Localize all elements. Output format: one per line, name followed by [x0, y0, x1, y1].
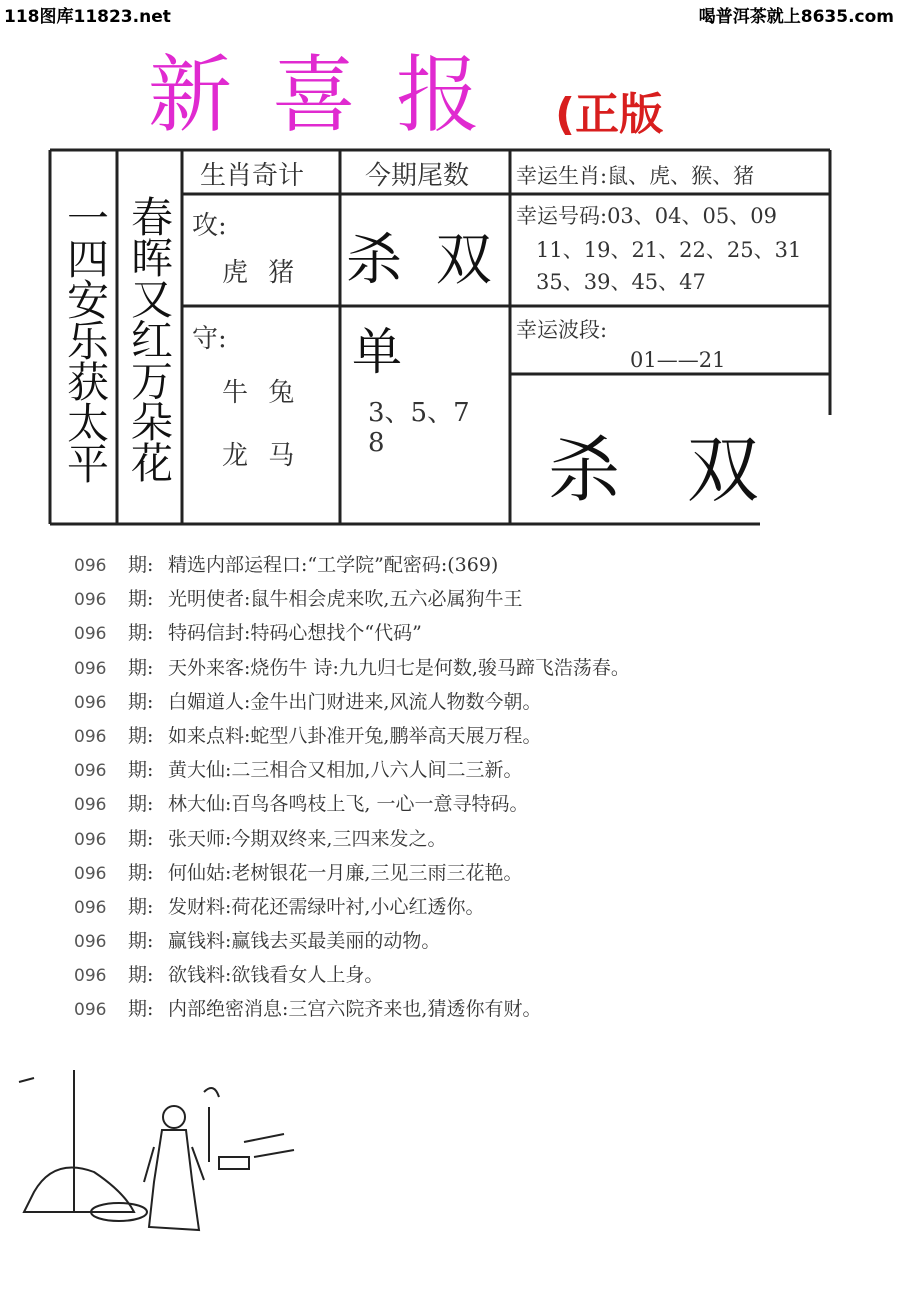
- issue-text: 特码信封:特码心想找个“代码”: [168, 622, 422, 645]
- vertical-phrase-left: 一四安乐获太平: [61, 196, 110, 483]
- issue-period-label: 期:: [128, 861, 154, 884]
- issue-number: 096: [74, 658, 107, 679]
- issue-text: 白媚道人:金牛出门财进来,风流人物数今朝。: [168, 690, 542, 713]
- issue-line: [74, 890, 630, 924]
- wave-value: 01——21: [630, 348, 726, 372]
- issue-period-label: 期:: [128, 793, 154, 816]
- defend-label: 守:: [192, 324, 227, 354]
- tail-header: 今期尾数: [365, 161, 470, 191]
- lucky-zodiac: 幸运生肖:鼠、虎、猴、猪: [516, 164, 755, 188]
- issue-number: 096: [74, 556, 107, 576]
- issue-number: 096: [74, 966, 107, 987]
- wave-label: 幸运波段:: [516, 318, 608, 342]
- defend-line-1: 牛 兔: [222, 378, 301, 408]
- issue-line: [74, 651, 630, 685]
- zodiac-header: 生肖奇计: [200, 161, 305, 191]
- issue-period-label: 期:: [128, 930, 154, 953]
- figure-illustration-icon: [14, 1062, 314, 1262]
- issue-text: 光明使者:鼠牛相会虎来吹,五六必属狗牛王: [168, 588, 523, 611]
- issue-line: [74, 822, 630, 856]
- issue-number: 096: [74, 932, 107, 953]
- issue-text: 精选内部运程口:“工学院”配密码:(369): [168, 554, 499, 576]
- issue-text: 如来点料:蛇型八卦准开兔,鹏举高天展万程。: [168, 724, 542, 747]
- issue-number: 096: [74, 761, 107, 782]
- issue-text: 黄大仙:二三相合又相加,八六人间二三新。: [168, 759, 523, 782]
- defend-line-2: 龙 马: [222, 441, 301, 471]
- attack-label: 攻:: [192, 211, 227, 241]
- attack-values: 虎 猪: [222, 258, 301, 288]
- issue-period-label: 期:: [128, 690, 154, 713]
- edition-label: (正版: [555, 89, 664, 140]
- single-label: 单: [352, 323, 402, 381]
- issue-number: 096: [74, 624, 107, 645]
- lucky-numbers-3: 35、39、45、47: [536, 270, 706, 294]
- kill-even-top: 杀 双: [346, 228, 500, 293]
- issue-period-label: 期:: [128, 759, 154, 782]
- right-site-link[interactable]: 喝普洱茶就上8635.com: [698, 7, 894, 27]
- issue-line: [74, 924, 630, 958]
- issue-number: 096: [74, 863, 107, 884]
- issue-period-label: 期:: [128, 656, 154, 679]
- issue-text: 发财料:荷花还需绿叶衬,小心红透你。: [168, 895, 485, 918]
- issue-line: [74, 992, 630, 1026]
- lucky-numbers-2: 11、19、21、22、25、31: [536, 238, 802, 262]
- issue-number: 096: [74, 590, 107, 611]
- issue-number: 096: [74, 829, 107, 850]
- issue-number: 096: [74, 897, 107, 918]
- issue-number: 096: [74, 795, 107, 816]
- issue-line: [74, 787, 630, 821]
- issue-line: [74, 548, 630, 582]
- issue-text: 张天师:今期双终来,三四来发之。: [168, 827, 447, 850]
- issue-text: 欲钱料:欲钱看女人上身。: [168, 964, 384, 987]
- lucky-numbers-1: 幸运号码:03、04、05、09: [516, 204, 777, 228]
- issue-line: [74, 582, 630, 616]
- single-numbers: 3、5、7: [368, 398, 470, 428]
- issue-period-label: 期:: [128, 622, 154, 645]
- issue-line: [74, 616, 630, 650]
- page-title: 新喜报: [148, 46, 521, 144]
- issue-line: [74, 719, 630, 753]
- issue-line: [74, 753, 630, 787]
- issue-line: [74, 958, 630, 992]
- issue-list: [74, 548, 630, 1027]
- vertical-phrase-right: 春晖又红万朵花: [125, 195, 174, 482]
- single-numbers-2: 8: [368, 428, 385, 458]
- kill-even-bottom: 杀 双: [548, 428, 781, 512]
- issue-period-label: 期:: [128, 588, 154, 611]
- issue-period-label: 期:: [128, 554, 154, 576]
- issue-text: 天外来客:烧伤牛 诗:九九归七是何数,骏马蹄飞浩荡春。: [168, 656, 630, 679]
- issue-number: 096: [74, 692, 107, 713]
- issue-text: 赢钱料:赢钱去买最美丽的动物。: [168, 930, 441, 953]
- issue-period-label: 期:: [128, 964, 154, 987]
- left-site-link[interactable]: 118图库11823.net: [4, 7, 171, 27]
- issue-number: 096: [74, 1000, 107, 1021]
- issue-number: 096: [74, 726, 107, 747]
- issue-line: [74, 685, 630, 719]
- issue-text: 林大仙:百鸟各鸣枝上飞, 一心一意寻特码。: [168, 793, 529, 816]
- issue-period-label: 期:: [128, 895, 154, 918]
- issue-text: 何仙姑:老树银花一月廉,三见三雨三花艳。: [168, 861, 523, 884]
- issue-period-label: 期:: [128, 998, 154, 1021]
- issue-period-label: 期:: [128, 724, 154, 747]
- issue-line: [74, 856, 630, 890]
- issue-text: 内部绝密消息:三宫六院齐来也,猜透你有财。: [168, 998, 542, 1021]
- issue-period-label: 期:: [128, 827, 154, 850]
